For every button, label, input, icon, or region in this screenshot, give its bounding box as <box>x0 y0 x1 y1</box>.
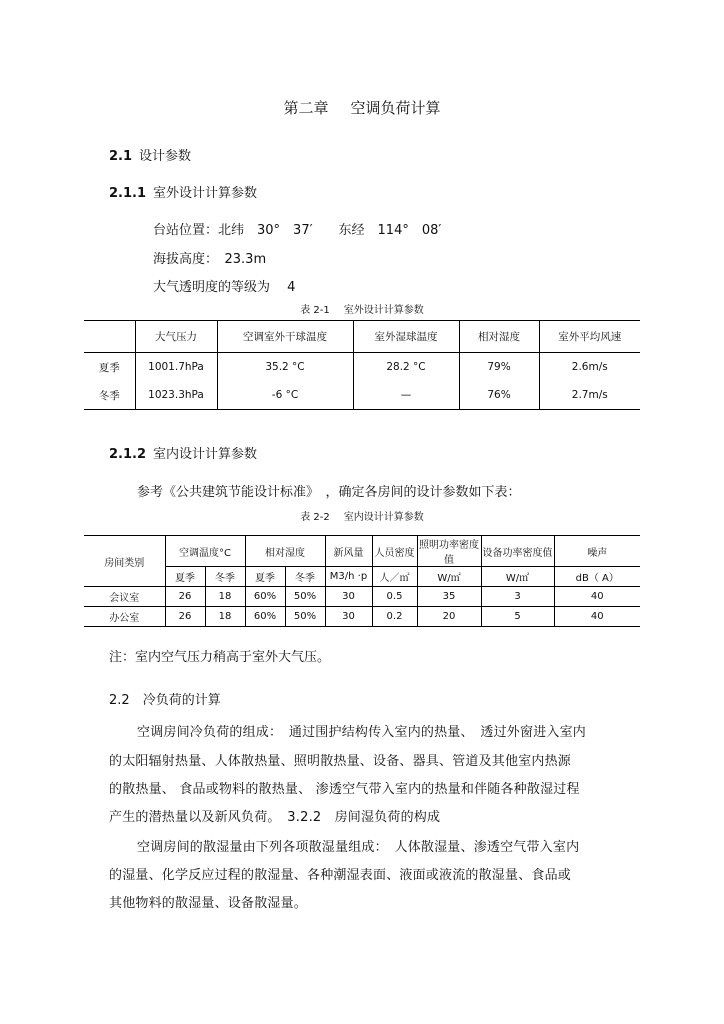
table-cell: 35.2 °C <box>217 353 353 382</box>
table-cell: 28.2 °C <box>353 353 459 382</box>
table-cell: 夏季 <box>98 361 120 374</box>
header-cell: 人员密度 <box>372 536 417 567</box>
table-cell: 18 <box>205 607 245 627</box>
table-cell: 30 <box>325 587 372 607</box>
chapter-title <box>0 97 724 118</box>
header-cell: 噪声 <box>554 536 640 567</box>
table-cell: 20 <box>417 607 481 627</box>
table-row <box>84 607 640 627</box>
paragraph-line: 产生的潜热量以及新风负荷。 3.2.2 房间湿负荷的构成 <box>109 810 441 825</box>
subheader-cell: 夏季 <box>165 567 205 587</box>
table-cell: 76% <box>459 381 539 410</box>
table-cell: 0.2 <box>372 607 417 627</box>
table-row <box>84 381 640 410</box>
header-cell <box>84 321 135 353</box>
header-cell: 新风量 <box>325 536 372 567</box>
section-2-1-heading <box>109 145 191 164</box>
table-cell: 30 <box>325 607 372 627</box>
caption-title: 室外设计计算参数 <box>343 305 424 316</box>
paragraph-line: 空调房间的散湿量由下列各项散湿量组成： 人体散湿量、渗透空气带入室内 <box>137 840 580 855</box>
header-cell: 相对湿度 <box>245 536 325 567</box>
table-cell: 3 <box>481 587 554 607</box>
section-number: 2.1.2 <box>109 447 147 462</box>
station-location: 台站位置：北纬 30° 37′ 东经 114° 08′ <box>153 223 442 238</box>
subheader-cell: 冬季 <box>285 567 325 587</box>
section-number: 2.2 <box>109 693 130 708</box>
table-cell: 18 <box>205 587 245 607</box>
table-1-caption <box>0 301 724 316</box>
caption-number: 表 2-1 <box>300 305 330 316</box>
table-cell: 60% <box>245 587 285 607</box>
chapter-name: 空调负荷计算 <box>350 99 441 117</box>
header-cell: 设备功率密度值 <box>481 536 554 567</box>
section-2-1-2-heading <box>109 443 257 462</box>
paragraph-line: 的散热量、 食品或物料的散热量、 渗透空气带入室内的热量和伴随各种散湿过程 <box>109 782 580 797</box>
paragraph-line: 的湿量、化学反应过程的散湿量、各种潮湿表面、液面或液流的散湿量、食品或 <box>109 868 572 883</box>
table-cell: 1023.3hPa <box>135 381 217 410</box>
subheader-cell: 人／㎡ <box>372 567 417 587</box>
paragraph-line: 的太阳辐射热量、人体散热量、照明散热量、设备、器具、管道及其他室内热源 <box>109 754 572 769</box>
table-cell: 会议室 <box>84 587 165 607</box>
subheader-cell: M3/h ·p <box>325 567 372 587</box>
indoor-design-table <box>84 535 640 627</box>
header-cell: 室外湿球温度 <box>353 321 459 353</box>
table-cell: 26 <box>165 587 205 607</box>
header-cell: 空调温度°C <box>165 536 245 567</box>
table-cell: 2.7m/s <box>539 381 640 410</box>
chapter-number: 第二章 <box>283 99 329 117</box>
caption-number: 表 2-2 <box>300 512 330 523</box>
paragraph-line: 空调房间冷负荷的组成： 通过围护结构传入室内的热量、 透过外窗进入室内 <box>137 725 587 740</box>
table-cell: 40 <box>554 587 640 607</box>
section-2-2-heading <box>109 689 221 708</box>
table-row <box>84 353 640 382</box>
table-cell: 2.6m/s <box>539 353 640 382</box>
section-label: 室内设计计算参数 <box>153 447 258 462</box>
header-cell: 大气压力 <box>135 321 217 353</box>
outdoor-design-table <box>84 320 640 410</box>
table-cell: 办公室 <box>84 607 165 627</box>
section-label: 冷负荷的计算 <box>142 693 221 708</box>
table-cell: 26 <box>165 607 205 627</box>
table-cell: 79% <box>459 353 539 382</box>
section-2-1-1-heading <box>109 182 257 201</box>
table-cell: 0.5 <box>372 587 417 607</box>
subheader-cell: W/㎡ <box>481 567 554 587</box>
table-cell: 60% <box>245 607 285 627</box>
subheader-cell: dB（ A） <box>554 567 640 587</box>
table-cell: 50% <box>285 607 325 627</box>
table-subheader-row <box>84 567 640 587</box>
table-row <box>84 587 640 607</box>
header-cell: 房间类别 <box>84 536 165 587</box>
header-cell: 相对湿度 <box>459 321 539 353</box>
table-cell: 1001.7hPa <box>135 353 217 382</box>
header-cell: 室外平均风速 <box>539 321 640 353</box>
table-cell: 冬季 <box>98 389 120 402</box>
section-number: 2.1.1 <box>109 186 147 201</box>
table-cell: — <box>353 381 459 410</box>
table-cell: 40 <box>554 607 640 627</box>
reference-text: 参考《公共建筑节能设计标准》 ，确定各房间的设计参数如下表： <box>137 485 521 500</box>
altitude: 海拔高度： 23.3m <box>153 252 267 267</box>
table-cell: 5 <box>481 607 554 627</box>
table-header-row <box>84 321 640 353</box>
subheader-cell: 冬季 <box>205 567 245 587</box>
table-2-caption <box>0 508 724 523</box>
section-label: 设计参数 <box>139 149 192 164</box>
header-cell: 照明功率密度值 <box>417 536 481 567</box>
subheader-cell: 夏季 <box>245 567 285 587</box>
caption-title: 室内设计计算参数 <box>343 512 424 523</box>
subheader-cell: W/㎡ <box>417 567 481 587</box>
header-cell: 空调室外干球温度 <box>217 321 353 353</box>
table-cell: 50% <box>285 587 325 607</box>
table-header-row <box>84 536 640 567</box>
table-note: 注：室内空气压力稍高于室外大气压。 <box>109 650 331 665</box>
paragraph-line: 其他物料的散湿量、设备散湿量。 <box>109 896 308 911</box>
section-label: 室外设计计算参数 <box>153 186 258 201</box>
table-cell: -6 °C <box>217 381 353 410</box>
section-number: 2.1 <box>109 149 133 164</box>
atmospheric-transparency: 大气透明度的等级为 4 <box>153 280 296 295</box>
table-cell: 35 <box>417 587 481 607</box>
